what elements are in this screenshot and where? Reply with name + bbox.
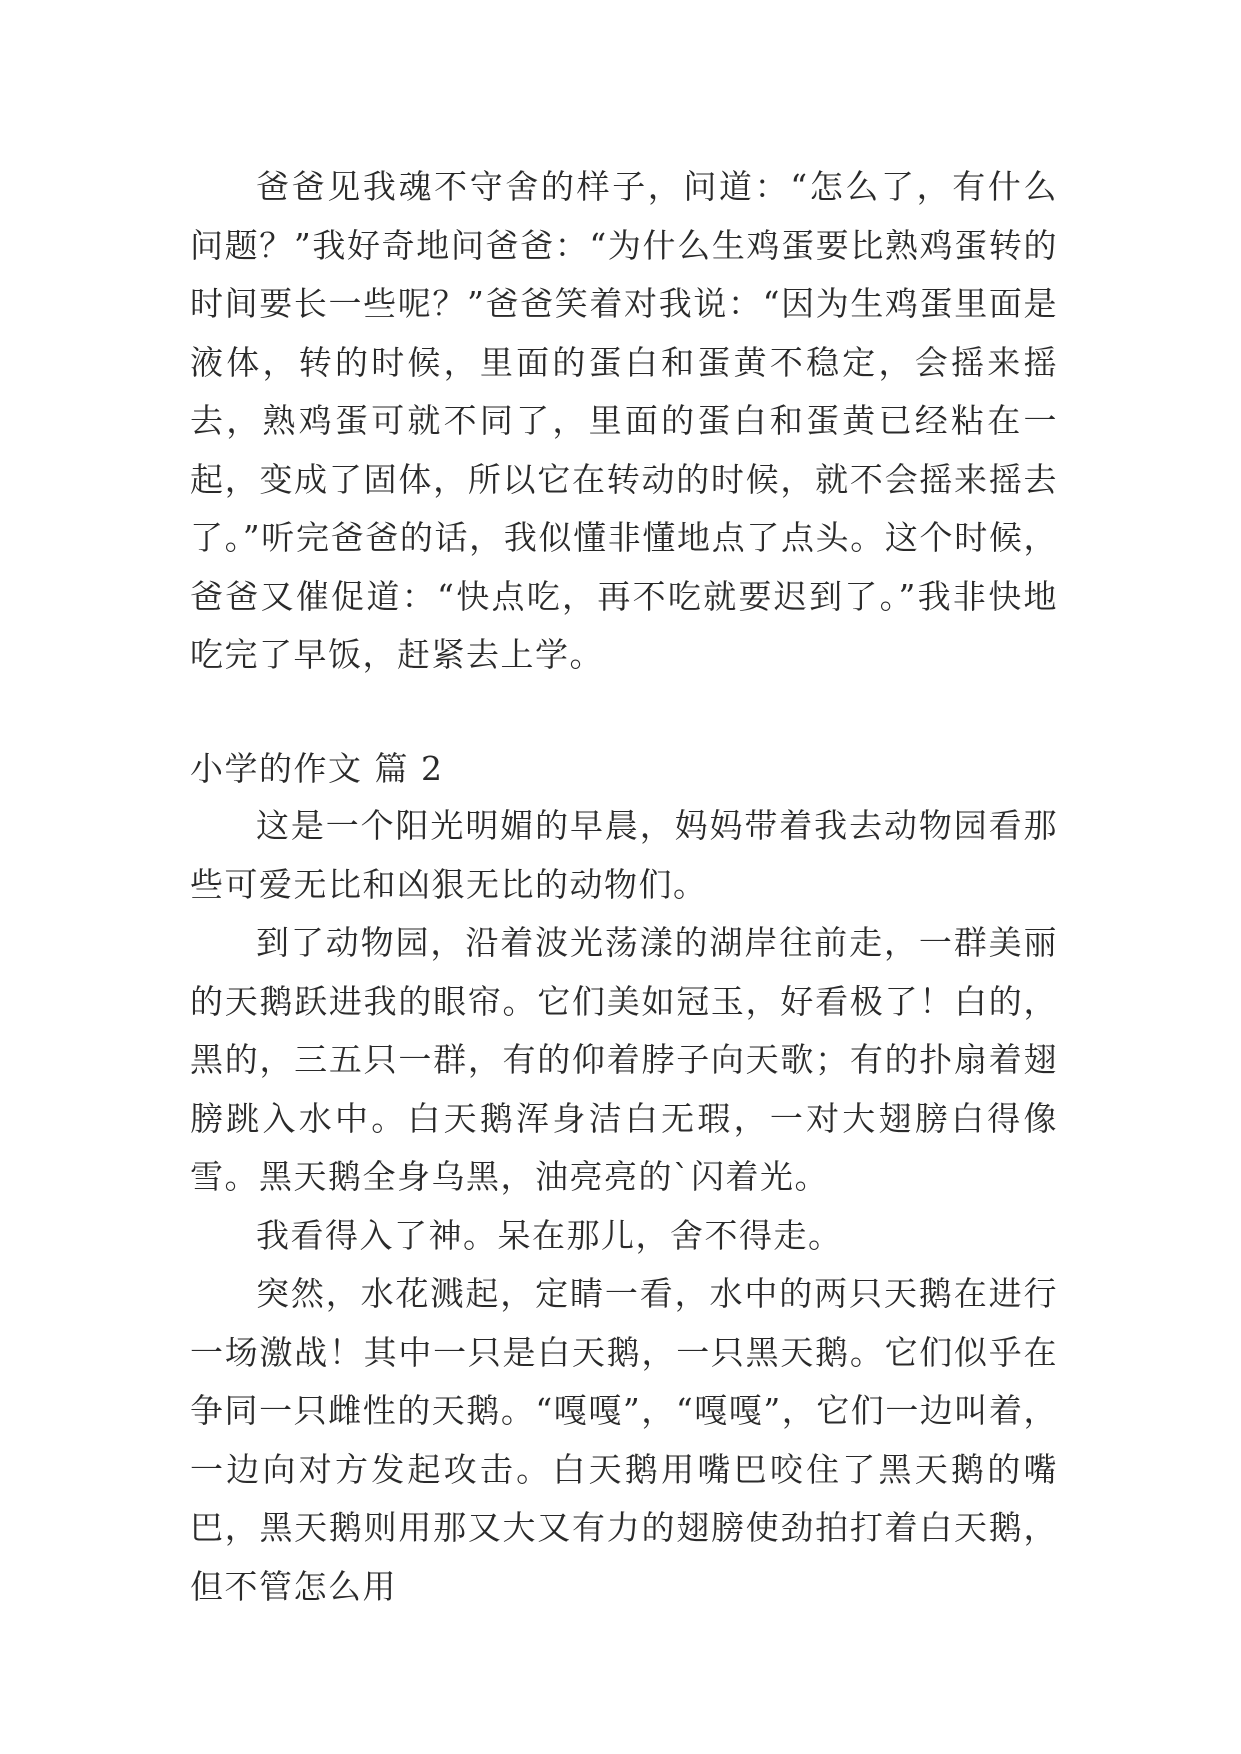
- paragraph: 到了动物园，沿着波光荡漾的湖岸往前走，一群美丽的天鹅跃进我的眼帘。它们美如冠玉，好看极了！白的，黑的，三五只一群，有的仰着脖子向天歌；有的扑扇着翅膀跳入水中。白天鹅浑身洁白无瑕，一对大翅膀白得像雪。黑天鹅全身乌黑，油亮亮的`闪着光。: [190, 923, 1058, 1196]
- section-2-body: [190, 797, 1058, 1616]
- section-1-body: [190, 158, 1058, 685]
- paragraph: 这是一个阳光明媚的早晨，妈妈带着我去动物园看那些可爱无比和凶狠无比的动物们。: [190, 806, 1058, 904]
- section-heading: 小学的作文 篇 2: [190, 749, 444, 788]
- paragraph: 突然，水花溅起，定睛一看，水中的两只天鹅在进行一场激战！其中一只是白天鹅，一只黑天鹅。它们似乎在争同一只雌性的天鹅。“嘎嘎”，“嘎嘎”，它们一边叫着，一边向对方发起攻击。白天鹅用嘴巴咬住了黑天鹅的嘴巴，黑天鹅则用那又大又有力的翅膀使劲拍打着白天鹅，但不管怎么用: [190, 1274, 1058, 1606]
- paragraph: 我看得入了神。呆在那儿，舍不得走。: [256, 1215, 843, 1255]
- paragraph: 爸爸见我魂不守舍的样子，问道：“怎么了，有什么问题？”我好奇地问爸爸：“为什么生鸡蛋要比熟鸡蛋转的时间要长一些呢？”爸爸笑着对我说：“因为生鸡蛋里面是液体，转的时候，里面的蛋白和蛋黄不稳定，会摇来摇去，熟鸡蛋可就不同了，里面的蛋白和蛋黄已经粘在一起，变成了固体，所以它在转动的时候，就不会摇来摇去了。”听完爸爸的话，我似懂非懂地点了点头。这个时候，爸爸又催促道：“快点吃，再不吃就要迟到了。”我非快地吃完了早饭，赶紧去上学。: [190, 167, 1058, 674]
